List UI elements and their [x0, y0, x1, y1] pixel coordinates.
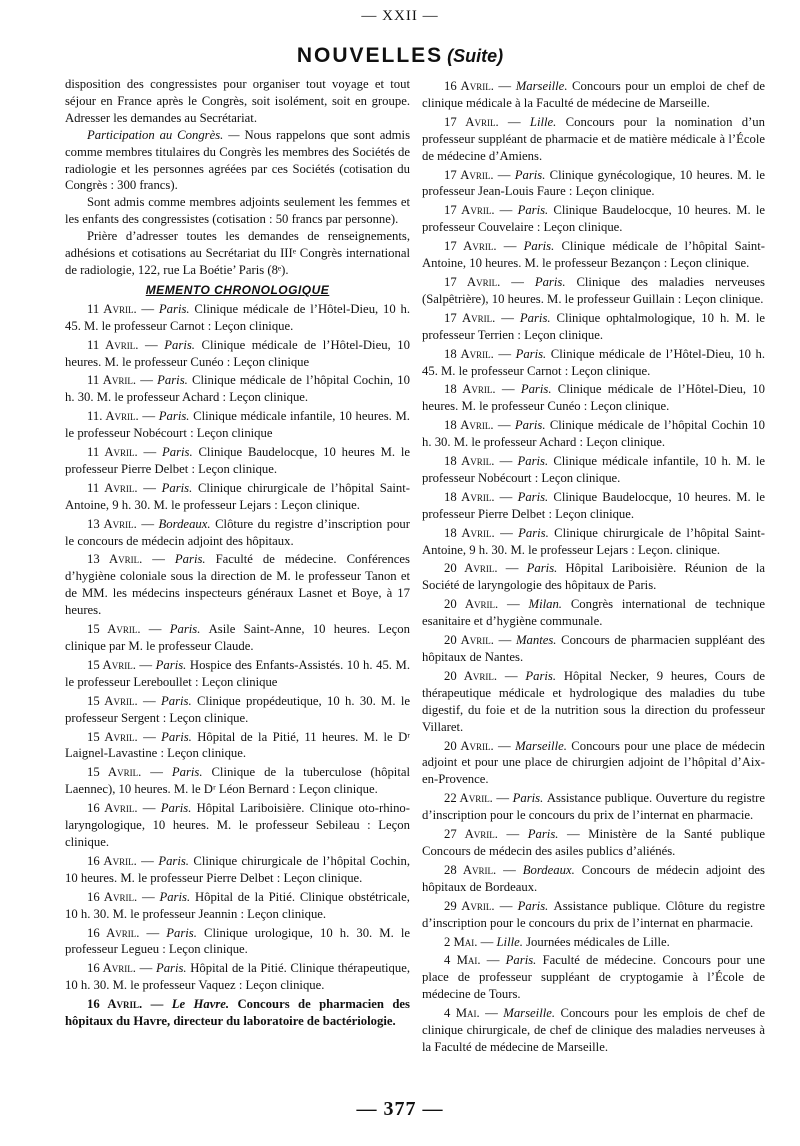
- entry-text: Assistance publique. Clôture du registre d’inscription pour le concours du prix de l’internat en pharmacie.: [422, 898, 765, 930]
- entry-date: 18 Avril. —: [444, 525, 519, 540]
- memento-entry: [422, 952, 765, 1003]
- left-column: [65, 76, 410, 1030]
- title-main: NOUVELLES: [296, 44, 444, 67]
- entry-date: 20 Avril. —: [444, 668, 526, 683]
- memento-entry: [422, 381, 765, 415]
- participation-label: Participation au Congrès. —: [87, 127, 240, 142]
- entry-place: Paris.: [161, 729, 198, 744]
- members-adjoints-paragraph: Sont admis comme membres adjoints seulement les femmes et les enfants des congressistes (cotisation : 50 francs par personne).: [65, 195, 410, 227]
- entry-place: Paris.: [164, 337, 202, 352]
- entry-place: Marseille.: [515, 79, 573, 93]
- memento-entry: [422, 167, 765, 201]
- entry-date: 20 Avril. —: [444, 561, 527, 576]
- entry-place: Paris.: [523, 239, 562, 254]
- entry-text: Hôpital de la Pitié, 11 heures. M. le Dʳ Laignel-Lavastine : Leçon clinique.: [65, 729, 410, 761]
- entry-place: Marseille.: [503, 1006, 561, 1021]
- entry-date: 11 Avril. —: [87, 337, 165, 352]
- memento-entry: [65, 301, 410, 335]
- memento-entry: [65, 408, 410, 442]
- entry-text: Concours pour un emploi de chef de clinique médicale à la Faculté de médecine de Marseille.: [422, 79, 765, 110]
- memento-entry: [65, 889, 410, 923]
- left-entries-list: [65, 301, 410, 1030]
- memento-entry: [65, 444, 410, 478]
- entry-text: Clinique médicale de l’Hôtel-Dieu, 10 heures. M. le professeur Cunéo : Leçon clinique: [65, 337, 410, 369]
- memento-entry: [422, 202, 765, 236]
- entry-date: 17 Avril. —: [444, 274, 535, 289]
- entry-text: Concours de pharmacien suppléant des hôpitaux de Nantes.: [422, 633, 765, 664]
- page-title: [0, 44, 800, 68]
- entry-place: Paris.: [158, 409, 194, 424]
- entry-date: 2 Mai. —: [444, 934, 497, 949]
- entry-place: Paris.: [518, 525, 555, 540]
- entry-text: Concours pour une place de médecin adjoint et pour une place de chirurgien adjoint de l’hôpital d’Aix-en-Provence.: [422, 738, 765, 787]
- memento-entry: [422, 78, 765, 112]
- entry-text: Clinique propédeutique, 10 h. 30. M. le professeur Sergent : Leçon clinique.: [65, 693, 410, 725]
- intro-paragraph: disposition des congressistes pour organiser tout voyage et tout séjour en France après le Congrès, soit isolément, soit en groupe. Adresser les demandes au Secrétariat.: [65, 77, 410, 125]
- entry-text: Clinique Baudelocque, 10 heures M. le professeur Pierre Delbet : Leçon clinique.: [65, 445, 411, 476]
- entry-date: 29 Avril. —: [444, 898, 518, 913]
- entry-place: Paris.: [517, 454, 554, 469]
- entry-date: 18 Avril. —: [444, 418, 515, 433]
- memento-entry: [65, 764, 410, 798]
- entry-text: Clinique médicale de l’Hôtel-Dieu, 10 h. 45. M. le professeur Carnot : Leçon clinique.: [422, 346, 765, 378]
- memento-entry: [422, 790, 765, 824]
- entry-date: 13 Avril. —: [87, 516, 159, 531]
- entry-text: Clinique gynécologique, 10 heures. M. le professeur Jean-Louis Faure : Leçon clinique.: [422, 167, 765, 199]
- entry-text: Concours pour les emplois de chef de clinique chirurgicale, de chef de clinique des maladies nerveuses à la Faculté de médecine de Marseille.: [422, 1006, 765, 1054]
- memento-entry: [422, 417, 765, 451]
- entry-place: Paris.: [174, 552, 216, 567]
- entry-text: Clinique Baudelocque, 10 heures. M. le professeur Couvelaire : Leçon clinique.: [422, 203, 766, 235]
- entry-place: Paris.: [514, 167, 550, 182]
- entry-text: Hôpital Necker, 9 heures, Cours de thérapeutique médicale et hydrologique des maladies du tube digestif, du foie et de la nutrition sous la direction du professeur Villaret.: [422, 668, 765, 734]
- entry-date: 18 Avril. —: [444, 346, 516, 361]
- entry-place: Paris.: [166, 925, 204, 940]
- entry-place: Paris.: [160, 801, 197, 816]
- memento-entry: [422, 1005, 765, 1056]
- entry-place: Paris.: [519, 310, 557, 325]
- entry-text: Concours pour la nomination d’un professeur suppléant de pharmacie et de matière médicale à l’École de médecine d’Amiens.: [422, 114, 765, 163]
- memento-entry: [422, 862, 765, 896]
- entry-text: Hôpital Lariboisière. Clinique oto-rhino-laryngologique, 10 heures. M. le professeur Sebileau : Leçon clinique.: [65, 801, 410, 849]
- entry-text: Clinique médicale de l’hôpital Cochin 10 h. 30. M. le professeur Achard : Leçon clinique.: [422, 418, 765, 450]
- right-entries-list: [422, 78, 765, 1056]
- entry-place: Paris.: [159, 889, 195, 904]
- memento-entry: [422, 489, 765, 523]
- entry-place: Paris.: [155, 961, 191, 976]
- entry-place: Paris.: [512, 791, 547, 806]
- memento-entry: [65, 996, 410, 1030]
- entry-text: Clinique médicale infantile, 10 h. M. le professeur Nobécourt : Leçon clinique.: [422, 454, 765, 485]
- entry-date: 18 Avril. —: [444, 454, 518, 469]
- memento-entry: [65, 960, 410, 994]
- entry-place: Bordeaux.: [158, 516, 216, 531]
- memento-entry: [422, 346, 765, 380]
- memento-entry: [422, 238, 765, 272]
- memento-entry: [65, 800, 410, 851]
- entry-place: Paris.: [517, 489, 554, 504]
- entry-place: Paris.: [171, 765, 212, 780]
- entry-date: 27 Avril. —: [444, 827, 528, 842]
- entry-place: Paris.: [515, 346, 551, 361]
- entry-text: Hôpital de la Pitié. Clinique obstétricale, 10 h. 30. M. le professeur Jeannin : Leçon clinique.: [65, 889, 410, 921]
- entry-text: Clinique médicale de l’hôpital Saint-Antoine, 10 heures. M. le professeur Bezançon : Leçon clinique.: [422, 239, 765, 271]
- memento-entry: [422, 632, 765, 666]
- entry-date: 4 Mai. —: [444, 1006, 504, 1021]
- entry-place: Mantes.: [515, 633, 562, 648]
- memento-entry: [65, 480, 410, 514]
- memento-entry: [422, 310, 765, 344]
- memento-entry: [65, 621, 410, 655]
- entry-date: 16 Avril. —: [87, 961, 156, 976]
- entry-text: Clinique de la tuberculose (hôpital Laennec), 10 heures. M. le Dʳ Léon Bernard : Leçon clinique.: [65, 765, 410, 797]
- entry-place: Paris.: [526, 561, 566, 576]
- memento-entry: [65, 693, 410, 727]
- memento-entry: [65, 657, 410, 691]
- entry-text: Clinique médicale de l’hôpital Cochin, 10 h. 30. M. le professeur Achard : Leçon clinique.: [65, 373, 410, 405]
- entry-place: Paris.: [517, 203, 554, 218]
- entry-text: Assistance publique. Ouverture du registre d’inscription pour le concours du prix de l’internat en pharmacie.: [422, 791, 765, 823]
- entry-text: Clinique chirurgicale de l’hôpital Saint-Antoine, 9 h. 30. M. le professeur Lejars : Leçon clinique.: [65, 480, 411, 512]
- page-header-roman-numeral: — XXII —: [361, 8, 439, 24]
- entry-place: Paris.: [169, 622, 209, 637]
- entry-date: 17 Avril. —: [444, 167, 515, 182]
- memento-entry: [422, 274, 765, 308]
- entry-date: 13 Avril. —: [87, 552, 175, 567]
- entry-place: Milan.: [528, 597, 571, 612]
- entry-date: 17 Avril. —: [444, 114, 530, 129]
- entry-text: Faculté de médecine. Conférences d’hygiène coloniale sous la direction de M. le professeur Tanon et de MM. les médecins inspecteurs généraux Lasnet et Boye, à 17 heures.: [65, 552, 410, 618]
- entry-text: Journées médicales de Lille.: [526, 934, 670, 949]
- entry-date: 28 Avril. —: [444, 862, 523, 877]
- entry-text: Hospice des Enfants-Assistés. 10 h. 45. M. le professeur Lereboullet : Leçon clinique: [65, 657, 410, 689]
- entry-place: Paris.: [155, 657, 190, 672]
- entry-place: Marseille.: [515, 738, 572, 753]
- entry-date: 17 Avril. —: [444, 310, 520, 325]
- entry-text: Clinique ophtalmologique, 10 h. M. le professeur Terrien : Leçon clinique.: [422, 310, 765, 342]
- memento-entry: [422, 525, 765, 559]
- entry-place: Paris.: [520, 382, 558, 397]
- entry-text: Congrès international de technique esanitaire et d’hygiène communale.: [422, 597, 765, 629]
- memento-entry: [422, 453, 765, 487]
- entry-date: 20 Avril. —: [444, 738, 516, 753]
- entry-date: 22 Avril. —: [444, 791, 513, 806]
- memento-entry: [422, 560, 765, 594]
- entry-date: 16 Avril. —: [87, 801, 161, 816]
- memento-title: MEMENTO CHRONOLOGIQUE: [145, 282, 330, 297]
- entry-text: Clinique médicale infantile, 10 heures. M. le professeur Nobécourt : Leçon clinique: [65, 409, 410, 441]
- entry-date: 15 Avril. —: [87, 657, 156, 672]
- entry-date: 15 Avril. —: [87, 693, 161, 708]
- entry-text: Clinique urologique, 10 h. 30. M. le professeur Legueu : Leçon clinique.: [65, 925, 410, 957]
- memento-entry: [65, 853, 410, 887]
- memento-entry: [65, 516, 410, 550]
- page-number: — 377 —: [356, 1098, 444, 1120]
- entry-date: 15 Avril. —: [87, 622, 170, 637]
- entry-text: Clinique médicale de l’Hôtel-Dieu, 10 heures. M. le professeur Cunéo : Leçon clinique.: [422, 382, 765, 414]
- memento-entry: [422, 668, 765, 736]
- memento-entry: [422, 596, 765, 630]
- memento-entry: [65, 372, 410, 406]
- entry-date: 11 Avril. —: [87, 373, 158, 388]
- entry-text: Clinique chirurgicale de l’hôpital Cochin, 10 heures. M. le professeur Pierre Delbet : Leçon clinique.: [65, 853, 410, 885]
- entry-date: 17 Avril. —: [444, 203, 518, 218]
- entry-date: 16 Avril. —: [87, 853, 159, 868]
- entry-place: Paris.: [160, 693, 197, 708]
- entry-date: 16 Avril. —: [87, 997, 172, 1012]
- entry-date: 18 Avril. —: [444, 489, 518, 504]
- memento-entry: [65, 337, 410, 371]
- entry-date: 11 Avril. —: [87, 480, 162, 495]
- entry-text: Clinique des maladies nerveuses (Salpêtrière), 10 heures. M. le professeur Guillain : Leçon clinique.: [422, 274, 765, 306]
- entry-text: Clinique médicale de l’Hôtel-Dieu, 10 h. 45. M. le professeur Carnot : Leçon clinique.: [65, 301, 410, 333]
- entry-date: 16 Avril. —: [87, 889, 160, 904]
- title-suite: (Suite): [447, 46, 504, 66]
- entry-place: Paris.: [161, 445, 199, 460]
- entry-place: Paris.: [158, 301, 195, 316]
- entry-place: Paris.: [527, 827, 568, 842]
- entry-text: Hôpital Lariboisière. Réunion de la Société de laryngologie des hôpitaux de Paris.: [422, 561, 765, 593]
- entry-place: Lille.: [496, 934, 527, 949]
- entry-text: Concours de médecin adjoint des hôpitaux de Bordeaux.: [422, 862, 765, 894]
- memento-entry: [65, 925, 410, 959]
- entry-date: 16 Avril. —: [87, 925, 167, 940]
- entry-place: Paris.: [157, 373, 193, 388]
- entry-place: Paris.: [517, 898, 554, 913]
- entry-place: Paris.: [525, 668, 564, 683]
- memento-entry: [422, 826, 765, 860]
- entry-date: 4 Mai. —: [444, 953, 506, 968]
- entry-date: 15 Avril. —: [87, 765, 172, 780]
- entry-text: Asile Saint-Anne, 10 heures. Leçon clinique par M. le professeur Claude.: [65, 622, 410, 653]
- entry-text: Clinique chirurgicale de l’hôpital Saint-Antoine, 9 h. 30. M. le professeur Lejars : Leçon. clinique.: [422, 525, 765, 557]
- entry-text: — Ministère de la Santé publique Concours de médecin des asiles publics d’aliénés.: [422, 827, 765, 858]
- entry-text: Hôpital de la Pitié. Clinique thérapeutique, 10 h. 30. M. le professeur Vaquez : Leçon clinique.: [65, 961, 410, 993]
- entry-date: 20 Avril. —: [444, 597, 529, 612]
- participation-paragraph: [65, 127, 410, 195]
- participation-text: Nous rappelons que sont admis comme membres titulaires du Congrès les membres des Sociétés de radiologie et les personnes agréées par ces Sociétés (cotisation du Congrès : 300 francs).: [65, 127, 411, 193]
- entry-date: 17 Avril. —: [444, 239, 524, 254]
- entry-place: Paris.: [505, 953, 543, 968]
- entry-place: Paris.: [514, 418, 550, 433]
- memento-entry: [65, 551, 410, 619]
- right-column: [422, 76, 765, 1056]
- entry-date: 11. Avril. —: [87, 409, 159, 424]
- entry-place: Paris.: [161, 480, 198, 495]
- entry-date: 15 Avril. —: [87, 729, 162, 744]
- entry-text: Clinique Baudelocque, 10 heures. M. le professeur Pierre Delbet : Leçon clinique.: [422, 489, 766, 521]
- entry-text: Faculté de médecine. Concours pour une place de professeur suppléant de cryptogamie à l’École de médecine de Tours.: [422, 953, 766, 1002]
- entry-date: 20 Avril. —: [444, 633, 516, 648]
- entry-date: 11 Avril. —: [87, 301, 159, 316]
- memento-entry: [422, 898, 765, 932]
- entry-text: Clôture du registre d’inscription pour le concours de médecin adjoint des hôpitaux.: [65, 516, 410, 548]
- entry-place: Le Havre.: [171, 997, 238, 1012]
- memento-entry: [422, 738, 765, 789]
- entry-date: 16 Avril. —: [444, 79, 516, 93]
- entry-place: Lille.: [529, 114, 566, 129]
- memento-entry: [422, 114, 765, 165]
- contact-paragraph: Prière d’adresser toutes les demandes de renseignements, adhésions et cotisations au Secrétariat du IIIᵉ Congrès international de radiologie, 122, rue La Boétie’ Paris (8ᵉ).: [65, 229, 410, 277]
- entry-text: Concours de pharmacien des hôpitaux du Havre, directeur du laboratoire de bactériologie.: [65, 997, 410, 1029]
- entry-place: Paris.: [158, 853, 194, 868]
- memento-entry: [422, 934, 765, 951]
- entry-date: 18 Avril. —: [444, 382, 521, 397]
- entry-place: Paris.: [534, 274, 577, 289]
- memento-entry: [65, 729, 410, 763]
- entry-date: 11 Avril. —: [87, 445, 162, 460]
- entry-place: Bordeaux.: [522, 862, 582, 877]
